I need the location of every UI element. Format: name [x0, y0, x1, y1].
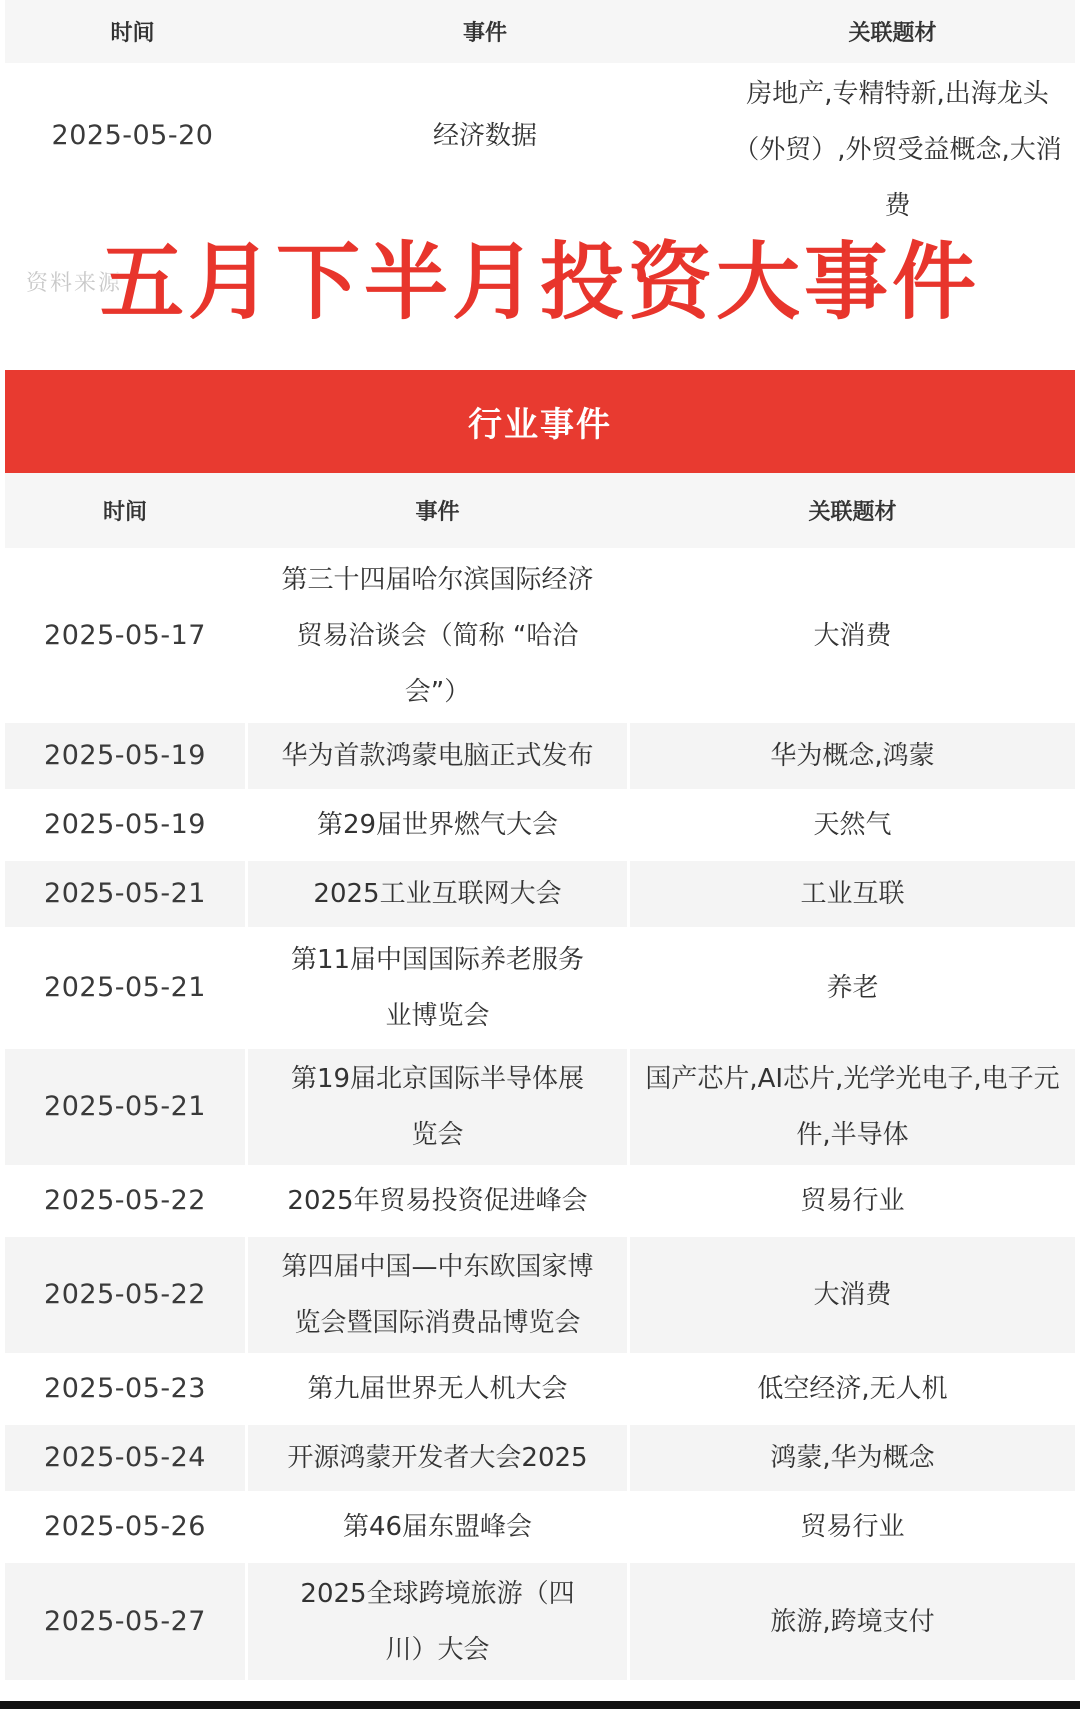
header-topics: 关联题材 [808, 500, 897, 525]
row-date: 2025-05-26 [44, 1511, 206, 1542]
row-event: 2025年贸易投资促进峰会 [245, 1168, 630, 1234]
row-event: 2025全球跨境旅游（四川）大会 [245, 1563, 630, 1680]
row-event: 第29届世界燃气大会 [245, 792, 630, 858]
row-topics: 房地产,专精特新,出海龙头（外贸）,外贸受益概念,大消费 [733, 79, 1062, 221]
row-date: 2025-05-22 [44, 1279, 206, 1310]
row-event: 开源鸿蒙开发者大会2025 [245, 1425, 630, 1491]
table-row [5, 1046, 1075, 1165]
row-topics: 贸易行业 [800, 1512, 905, 1542]
row-topics: 养老 [826, 973, 879, 1003]
table-row [5, 1422, 1075, 1491]
row-event: 2025工业互联网大会 [245, 861, 630, 927]
row-date: 2025-05-17 [44, 619, 206, 651]
row-topics: 贸易行业 [800, 1186, 905, 1216]
table-row [5, 720, 1075, 789]
table-row [5, 1560, 1075, 1680]
header-time: 时间 [110, 21, 155, 46]
row-topics: 低空经济,无人机 [757, 1374, 948, 1404]
row-event: 第19届北京国际半导体展览会 [245, 1049, 630, 1165]
row-event: 经济数据 [260, 66, 710, 293]
header-event: 事件 [462, 21, 507, 46]
row-date: 2025-05-20 [51, 120, 214, 151]
row-topics: 工业互联 [800, 879, 905, 909]
row-date: 2025-05-21 [44, 1091, 206, 1122]
row-event: 第46届东盟峰会 [245, 1494, 630, 1560]
row-date: 2025-05-19 [44, 740, 206, 771]
table-row [5, 927, 1075, 1046]
table-header [5, 473, 1075, 548]
row-date: 2025-05-23 [44, 1373, 206, 1404]
table-row [5, 1353, 1075, 1422]
table-row [5, 548, 1075, 720]
row-date: 2025-05-21 [44, 878, 206, 909]
section-banner [5, 370, 1075, 473]
row-event: 第九届世界无人机大会 [245, 1356, 630, 1422]
source-note: 资料来源 [26, 271, 123, 296]
row-event: 第11届中国国际养老服务业博览会 [245, 930, 630, 1046]
row-topics: 大消费 [813, 1280, 892, 1310]
row-topics: 国产芯片,AI芯片,光学光电子,电子元件,半导体 [645, 1064, 1060, 1150]
overlay-title: 五月下半月投资大事件 [100, 233, 981, 331]
row-event: 华为首款鸿蒙电脑正式发布 [245, 723, 630, 789]
row-event: 第三十四届哈尔滨国际经济贸易洽谈会（简称 “哈洽会”） [245, 551, 630, 720]
row-date: 2025-05-22 [44, 1185, 206, 1216]
header-time: 时间 [102, 500, 147, 525]
row-topics: 华为概念,鸿蒙 [770, 741, 935, 771]
header-event: 事件 [415, 500, 460, 525]
table-row [5, 789, 1075, 858]
bottom-bar [0, 1701, 1080, 1709]
table-row [5, 1234, 1075, 1353]
row-event: 第四届中国—中东欧国家博览会暨国际消费品博览会 [245, 1237, 630, 1353]
industry-events-table [5, 473, 1075, 1680]
row-topics: 鸿蒙,华为概念 [770, 1443, 935, 1473]
row-date: 2025-05-27 [44, 1605, 206, 1637]
row-topics: 天然气 [813, 810, 892, 840]
table-header [5, 0, 1075, 63]
row-date: 2025-05-24 [44, 1442, 206, 1473]
row-date: 2025-05-21 [44, 972, 206, 1003]
row-date: 2025-05-19 [44, 809, 206, 840]
header-topics: 关联题材 [848, 21, 937, 46]
table-row [5, 1491, 1075, 1560]
row-topics: 大消费 [813, 620, 892, 651]
table-row [5, 858, 1075, 927]
table-row [5, 1165, 1075, 1234]
row-topics: 旅游,跨境支付 [770, 1606, 935, 1637]
section-title: 行业事件 [468, 405, 612, 445]
